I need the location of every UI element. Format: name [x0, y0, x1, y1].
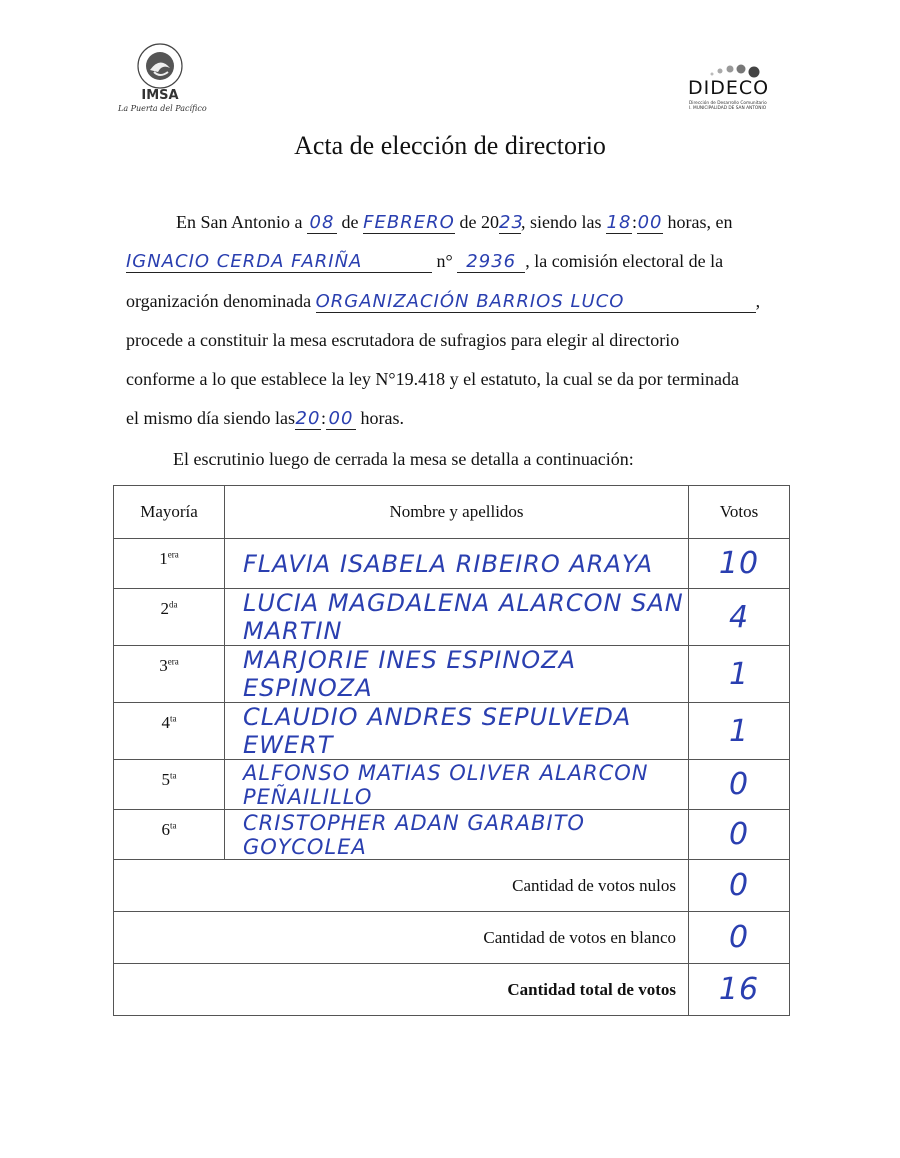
dideco-logo	[688, 62, 788, 122]
year-field: 23	[499, 212, 524, 233]
table-row	[114, 703, 790, 760]
end-minute-field: 00	[326, 409, 356, 430]
line-3: organización denominada ORGANIZACIÓN BARRIOS LUCO ,	[126, 291, 761, 312]
blank-votes-row	[114, 912, 790, 964]
imsa-emblem-icon	[136, 42, 184, 90]
results-table	[113, 485, 790, 1016]
candidate-votes: 0	[689, 810, 790, 860]
day-field: 08	[307, 213, 337, 234]
hour-field: 18	[606, 212, 632, 233]
table-row	[114, 589, 790, 646]
line-7: El escrutinio luego de cerrada la mesa se detalla a continuación:	[173, 449, 634, 469]
candidate-name: CLAUDIO ANDRES SEPULVEDA EWERT	[225, 703, 689, 760]
null-votes-value: 0	[689, 860, 790, 912]
null-votes-label: Cantidad de votos nulos	[114, 860, 689, 912]
candidate-name: CRISTOPHER ADAN GARABITO GOYCOLEA	[225, 810, 689, 860]
organization-field: ORGANIZACIÓN BARRIOS LUCO	[316, 292, 756, 313]
imsa-tagline: La Puerta del Pacífico	[118, 104, 207, 113]
header-rank: Mayoría	[114, 486, 225, 539]
document-title: Acta de elección de directorio	[294, 131, 606, 160]
rank-cell: $1^{era}$	[114, 539, 225, 589]
month-field: FEBRERO	[363, 212, 455, 233]
table-header-row	[114, 486, 790, 539]
header-votes: Votos	[689, 486, 790, 539]
line-1: En San Antonio a 08 de FEBRERO de 2023, siendo las 18:00 horas, en	[176, 212, 733, 233]
table-row	[114, 760, 790, 810]
line-2: IGNACIO CERDA FARIÑA n° 2936 , la comisión electoral de la	[126, 251, 724, 272]
header-name: Nombre y apellidos	[225, 486, 689, 539]
imsa-logo	[118, 42, 218, 124]
line-5: conforme a lo que establece la ley N°19.418 y el estatuto, la cual se da por terminada	[126, 369, 739, 389]
table-row	[114, 539, 790, 589]
candidate-votes: 1	[689, 646, 790, 703]
rank-cell: $2^{da}$	[114, 589, 225, 646]
table-row	[114, 810, 790, 860]
total-votes-row	[114, 964, 790, 1016]
minute-field: 00	[637, 212, 663, 233]
candidate-votes: 0	[689, 760, 790, 810]
total-votes-label: Cantidad total de votos	[114, 964, 689, 1016]
candidate-name: LUCIA MAGDALENA ALARCON SAN MARTIN	[225, 589, 689, 646]
candidate-name: FLAVIA ISABELA RIBEIRO ARAYA	[225, 539, 689, 589]
line-6: el mismo día siendo las20: 00 horas.	[126, 408, 404, 429]
total-votes-value: 16	[689, 964, 790, 1016]
imsa-name: IMSA	[141, 88, 179, 103]
candidate-name: ALFONSO MATIAS OLIVER ALARCON PEÑAILILLO	[225, 760, 689, 810]
rank-cell: $6^{ta}$	[114, 810, 225, 860]
line-4: procede a constituir la mesa escrutadora de sufragios para elegir al directorio	[126, 330, 680, 350]
rank-cell: $4^{ta}$	[114, 703, 225, 760]
address-field: IGNACIO CERDA FARIÑA	[126, 252, 432, 273]
number-field: 2936	[457, 252, 525, 273]
rank-cell: $5^{ta}$	[114, 760, 225, 810]
end-hour-field: 20	[295, 408, 321, 429]
candidate-votes: 10	[689, 539, 790, 589]
blank-votes-value: 0	[689, 912, 790, 964]
blank-votes-label: Cantidad de votos en blanco	[114, 912, 689, 964]
rank-cell: $3^{era}$	[114, 646, 225, 703]
candidate-name: MARJORIE INES ESPINOZA ESPINOZA	[225, 646, 689, 703]
null-votes-row	[114, 860, 790, 912]
body-paragraph	[126, 212, 776, 469]
dideco-subtitle: Dirección de Desarrollo Comunitario I. MUNICIPALIDAD DE SAN ANTONIO	[689, 101, 767, 111]
candidate-votes: 1	[689, 703, 790, 760]
dideco-name: DIDECO	[688, 77, 770, 99]
table-row	[114, 646, 790, 703]
candidate-votes: 4	[689, 589, 790, 646]
